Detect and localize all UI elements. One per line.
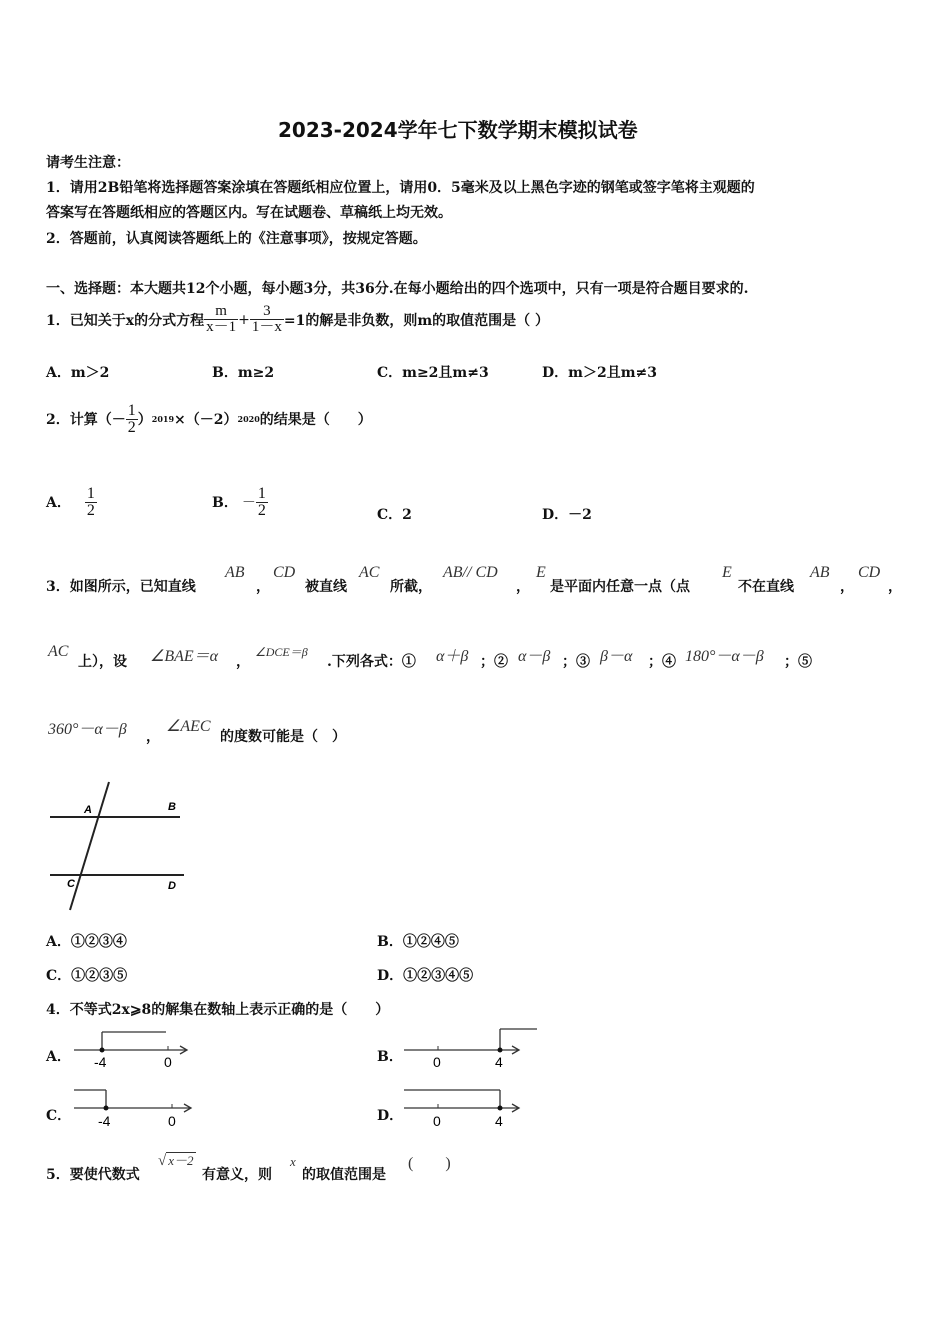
q3-angle-aec: ∠AEC — [166, 718, 211, 735]
q4-option-b-label: B． — [377, 1049, 403, 1065]
q3-ac: AC — [359, 564, 380, 581]
q5-radicand: x－2 — [168, 1153, 194, 1168]
label-c: C — [67, 878, 75, 890]
question-2 — [46, 396, 372, 442]
q3-sep-4: ；④ — [648, 654, 676, 670]
q3-comma-1: ， — [256, 579, 270, 595]
q2-option-d: D．－2 — [542, 507, 592, 523]
q2-denominator: 2 — [127, 418, 136, 436]
q3-expr-1: α＋β — [436, 648, 469, 665]
q2-option-a — [46, 480, 97, 524]
notice-line-1b: 答案写在答题纸相应的答题区内。写在试题卷、草稿纸上均无效。 — [46, 205, 452, 221]
q3-ab-2: AB — [810, 564, 830, 581]
q3-comma-5: ， — [236, 654, 250, 670]
solid-dot — [104, 1106, 109, 1111]
q2-a-den: 2 — [86, 501, 95, 519]
label-neg4: -4 — [98, 1113, 111, 1129]
q4-number-line-d — [400, 1084, 530, 1134]
q2-a-fraction — [85, 486, 97, 519]
q3-text-3: 所截， — [390, 579, 432, 595]
section-heading: 一、选择题：本大题共12个小题，每小题3分，共36分.在每小题给出的四个选项中，只有一项是符合题目要求的. — [46, 281, 749, 297]
q3-angle-dce: ∠DCE＝β — [255, 645, 308, 659]
q3-ac-2: AC — [48, 643, 69, 660]
q3-expr-5: 360°－α－β — [48, 721, 127, 738]
q1-f2-numerator: 3 — [263, 303, 271, 319]
q3-figure — [40, 778, 190, 918]
q4-option-c-label: C． — [46, 1108, 72, 1124]
q3-text-5: 不在直线 — [738, 579, 794, 595]
q2-b-num: 1 — [257, 484, 266, 502]
q3-text-7: .下列各式：① — [327, 654, 416, 670]
q1-prefix: 1．已知关于x的分式方程 — [46, 312, 205, 329]
q3-text-8: 的度数可能是（ ） — [220, 729, 346, 745]
q3-e: E — [536, 564, 546, 581]
label-d: D — [168, 880, 176, 892]
label-b: B — [168, 801, 176, 813]
q2-a-label: A． — [46, 495, 71, 511]
q2-b-label: B． — [212, 495, 238, 511]
solid-dot — [498, 1048, 503, 1053]
q1-f1-denominator: x－1 — [206, 319, 237, 335]
q1-option-c: C．m≥2且m≠3 — [377, 365, 489, 381]
q3-comma-4: ， — [888, 579, 902, 595]
q3-sep-5: ；⑤ — [784, 654, 812, 670]
q2-exponent-2: 2020 — [237, 414, 260, 424]
q1-f2-denominator: 1－x — [251, 319, 282, 335]
q2-prefix: 2．计算（－ — [46, 412, 126, 428]
q5-answer-paren: ( ) — [408, 1155, 451, 1172]
q2-suffix: 的结果是（ ） — [259, 412, 372, 428]
q3-e-2: E — [722, 564, 732, 581]
q5-x: x — [290, 1154, 296, 1169]
question-4: 4．不等式2x⩾8的解集在数轴上表示正确的是（ ） — [46, 1002, 390, 1018]
q2-a-num: 1 — [86, 484, 95, 502]
q2-close-paren: ） — [137, 412, 152, 428]
q3-option-c: C．①②③⑤ — [46, 968, 128, 984]
q4-number-line-b — [400, 1024, 540, 1074]
q2-numerator: 1 — [127, 401, 136, 419]
q1-f1-numerator: m — [215, 303, 227, 319]
q3-angle-bae: ∠BAE＝α — [150, 648, 219, 665]
q1-plus: + — [238, 311, 250, 328]
q2-option-c: C．2 — [377, 507, 412, 523]
q3-cd-2: CD — [858, 564, 881, 581]
q3-sep-3: ；③ — [562, 654, 590, 670]
q3-ab: AB — [225, 564, 245, 581]
solid-dot — [498, 1106, 503, 1111]
q3-parallel: AB// CD — [443, 564, 498, 581]
q3-comma-6: ， — [146, 729, 160, 745]
q3-cd: CD — [273, 564, 296, 581]
q2-exponent-1: 2019 — [151, 414, 175, 424]
q3-comma-2: ， — [516, 579, 530, 595]
notice-line-2: 2．答题前，认真阅读答题纸上的《注意事项》，按规定答题。 — [46, 231, 427, 247]
q5-mid: 有意义，则 — [202, 1167, 272, 1183]
q4-option-a-label: A． — [46, 1049, 71, 1065]
solid-dot — [100, 1048, 105, 1053]
q2-fraction — [126, 403, 138, 436]
label-neg4: -4 — [94, 1054, 107, 1070]
sqrt-icon: √ — [158, 1153, 167, 1169]
q3-option-b: B．①②④⑤ — [377, 934, 459, 950]
q1-fraction-2 — [250, 304, 284, 335]
q4-number-line-a — [70, 1026, 200, 1074]
q3-option-d: D．①②③④⑤ — [377, 968, 474, 984]
q5-suffix: 的取值范围是 — [302, 1167, 386, 1183]
q2-b-fraction — [256, 486, 268, 519]
q3-text-1: 3．如图所示，已知直线 — [46, 579, 196, 595]
line-ac — [70, 782, 109, 910]
label-0: 0 — [433, 1113, 441, 1129]
q4-number-line-c — [70, 1084, 200, 1134]
page-title: 2023-2024学年七下数学期末模拟试卷 — [278, 118, 638, 142]
q2-b-den: 2 — [257, 501, 266, 519]
label-0: 0 — [168, 1113, 176, 1129]
label-4: 4 — [495, 1054, 503, 1070]
question-1 — [46, 304, 549, 335]
q4-option-d-label: D． — [377, 1108, 404, 1124]
label-a: A — [84, 804, 92, 816]
q3-text-6: 上），设 — [78, 654, 127, 670]
q2-b-sign: － — [241, 495, 256, 511]
q3-expr-2: α－β — [518, 648, 551, 665]
label-4: 4 — [495, 1113, 503, 1129]
q1-option-a: A．m＞2 — [46, 365, 110, 381]
q3-text-2: 被直线 — [305, 579, 347, 595]
q3-option-a: A．①②③④ — [46, 934, 127, 950]
q1-suffix: =1的解是非负数，则m的取值范围是（ ） — [283, 312, 550, 329]
q3-expr-4: 180°－α－β — [685, 648, 764, 665]
q2-times: ×（－2） — [174, 412, 238, 428]
q3-text-4: 是平面内任意一点（点 — [550, 579, 690, 595]
q2-option-b — [212, 480, 268, 524]
q3-sep-2: ；② — [480, 654, 508, 670]
q5-prefix: 5．要使代数式 — [46, 1167, 140, 1183]
q3-expr-3: β－α — [600, 648, 633, 665]
q1-option-b: B．m≥2 — [212, 365, 275, 381]
q1-fraction-1 — [204, 304, 238, 335]
label-0: 0 — [433, 1054, 441, 1070]
notice-line-1: 1．请用2B铅笔将选择题答案涂填在答题纸相应位置上，请用0．5毫米及以上黑色字迹的钢笔或签字笔将主观题的 — [46, 180, 755, 196]
notice-heading: 请考生注意： — [46, 155, 130, 171]
q3-comma-3: ， — [840, 579, 854, 595]
q1-option-d: D．m＞2且m≠3 — [542, 365, 657, 381]
label-0: 0 — [164, 1054, 172, 1070]
q5-radical — [158, 1150, 196, 1170]
